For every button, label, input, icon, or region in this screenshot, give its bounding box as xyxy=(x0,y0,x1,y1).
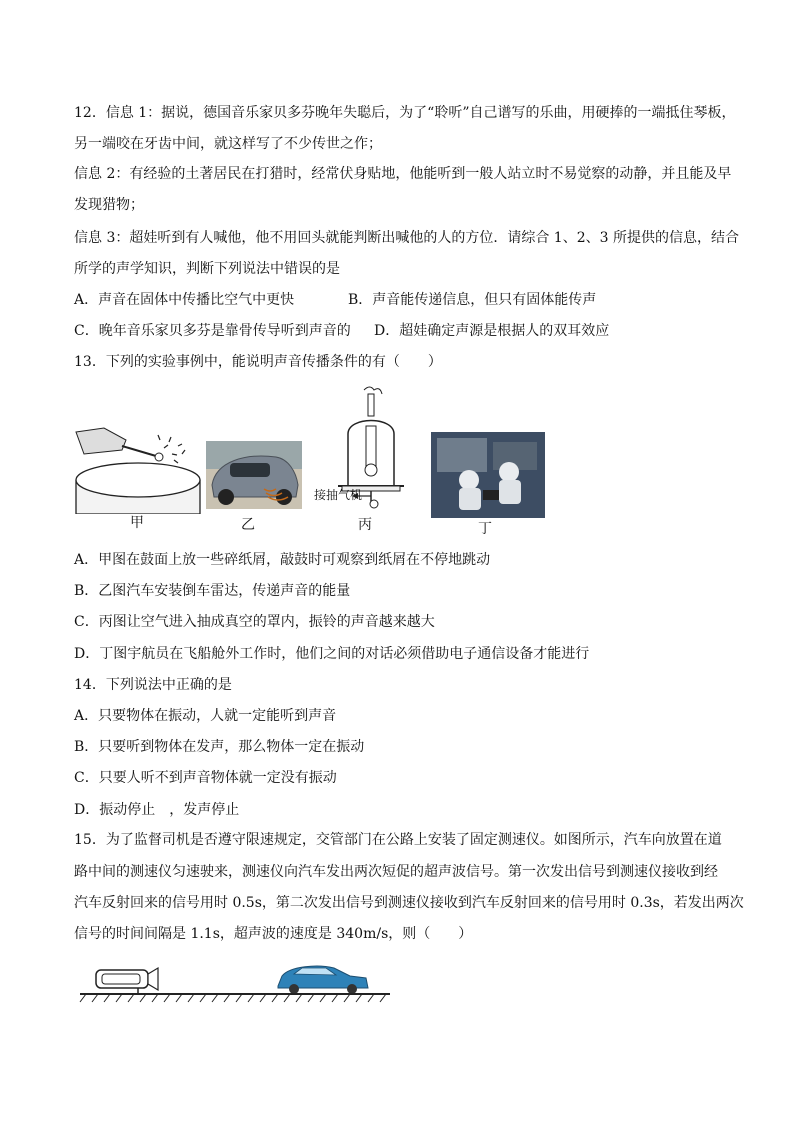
q12-option-b: B．声音能传递信息，但只有固体能传声 xyxy=(348,292,597,308)
drum-figure xyxy=(74,418,202,514)
figure-label-ding: 丁 xyxy=(478,521,492,537)
figure-label-yi: 乙 xyxy=(241,517,255,533)
pump-label: 接抽气机 xyxy=(314,488,363,502)
q14-option-a: A．只要物体在振动，人就一定能听到声音 xyxy=(74,708,337,724)
q12-line-4: 发现猎物； xyxy=(74,197,144,213)
q12-line-5: 信息 3：超娃听到有人喊他，他不用回头就能判断出喊他的人的方位．请综合 1、2、3 所提供的信息，结合 xyxy=(74,230,739,246)
q12-line-1: 12．信息 1：据说，德国音乐家贝多芬晚年失聪后，为了“聆听”自己谱写的乐曲，用硬捧的一端抵住琴板， xyxy=(74,105,736,121)
speed-camera-icon xyxy=(96,968,158,994)
figure-label-jia: 甲 xyxy=(130,515,144,531)
q12-options-row-1 xyxy=(74,290,596,310)
astronauts-photo xyxy=(431,432,545,518)
q13-option-b: B．乙图汽车安装倒车雷达，传递声音的能量 xyxy=(74,583,351,599)
q14-option-b: B．只要听到物体在发声，那么物体一定在振动 xyxy=(74,739,365,755)
q12-line-3: 信息 2：有经验的土著居民在打猎时，经常伏身贴地，他能听到一般人站立时不易觉察的动静，并且能及早 xyxy=(74,166,732,182)
q12-option-c: C．晚年音乐家贝多芬是靠骨传导听到声音的 xyxy=(74,323,351,339)
q15-line-4: 信号的时间间隔是 1.1s，超声波的速度是 340m/s，则（ ） xyxy=(74,926,473,942)
q13-stem: 13．下列的实验事例中，能说明声音传播条件的有（ ） xyxy=(74,354,442,370)
road-hatching xyxy=(80,994,386,1002)
q12-option-d: D．超娃确定声源是根据人的双耳效应 xyxy=(374,323,610,339)
car-radar-photo xyxy=(206,441,302,509)
q14-option-c: C．只要人听不到声音物体就一定没有振动 xyxy=(74,770,337,786)
q13-option-c: C．丙图让空气进入抽成真空的罩内，振铃的声音越来越大 xyxy=(74,614,435,630)
q12-line-6: 所学的声学知识，判断下列说法中错误的是 xyxy=(74,261,340,277)
q13-option-a: A．甲图在鼓面上放一些碎纸屑，敲鼓时可观察到纸屑在不停地跳动 xyxy=(74,552,491,568)
q15-line-2: 路中间的测速仪匀速驶来，测速仪向汽车发出两次短促的超声波信号。第一次发出信号到测速仪接收到经 xyxy=(74,864,718,880)
figure-label-bing: 丙 xyxy=(358,517,372,533)
q12-option-a: A．声音在固体中传播比空气中更快 xyxy=(74,292,295,308)
q15-line-3: 汽车反射回来的信号用时 0.5s，第二次发出信号到测速仪接收到汽车反射回来的信号用时 0.3s，若发出两次 xyxy=(74,895,744,911)
q13-option-d: D．丁图宇航员在飞船舱外工作时，他们之间的对话必须借助电子通信设备才能进行 xyxy=(74,646,590,662)
speed-camera-figure xyxy=(78,958,394,1004)
q12-line-2: 另一端咬在牙齿中间，就这样写了不少传世之作； xyxy=(74,136,382,152)
q12-options-row-2 xyxy=(74,321,609,341)
q14-stem: 14．下列说法中正确的是 xyxy=(74,677,232,693)
q14-option-d: D．振动停止 ，发声停止 xyxy=(74,802,240,818)
q15-line-1: 15．为了监督司机是否遵守限速规定，交管部门在公路上安装了固定测速仪。如图所示，汽车向放置在道 xyxy=(74,832,722,848)
car-icon xyxy=(278,966,368,994)
